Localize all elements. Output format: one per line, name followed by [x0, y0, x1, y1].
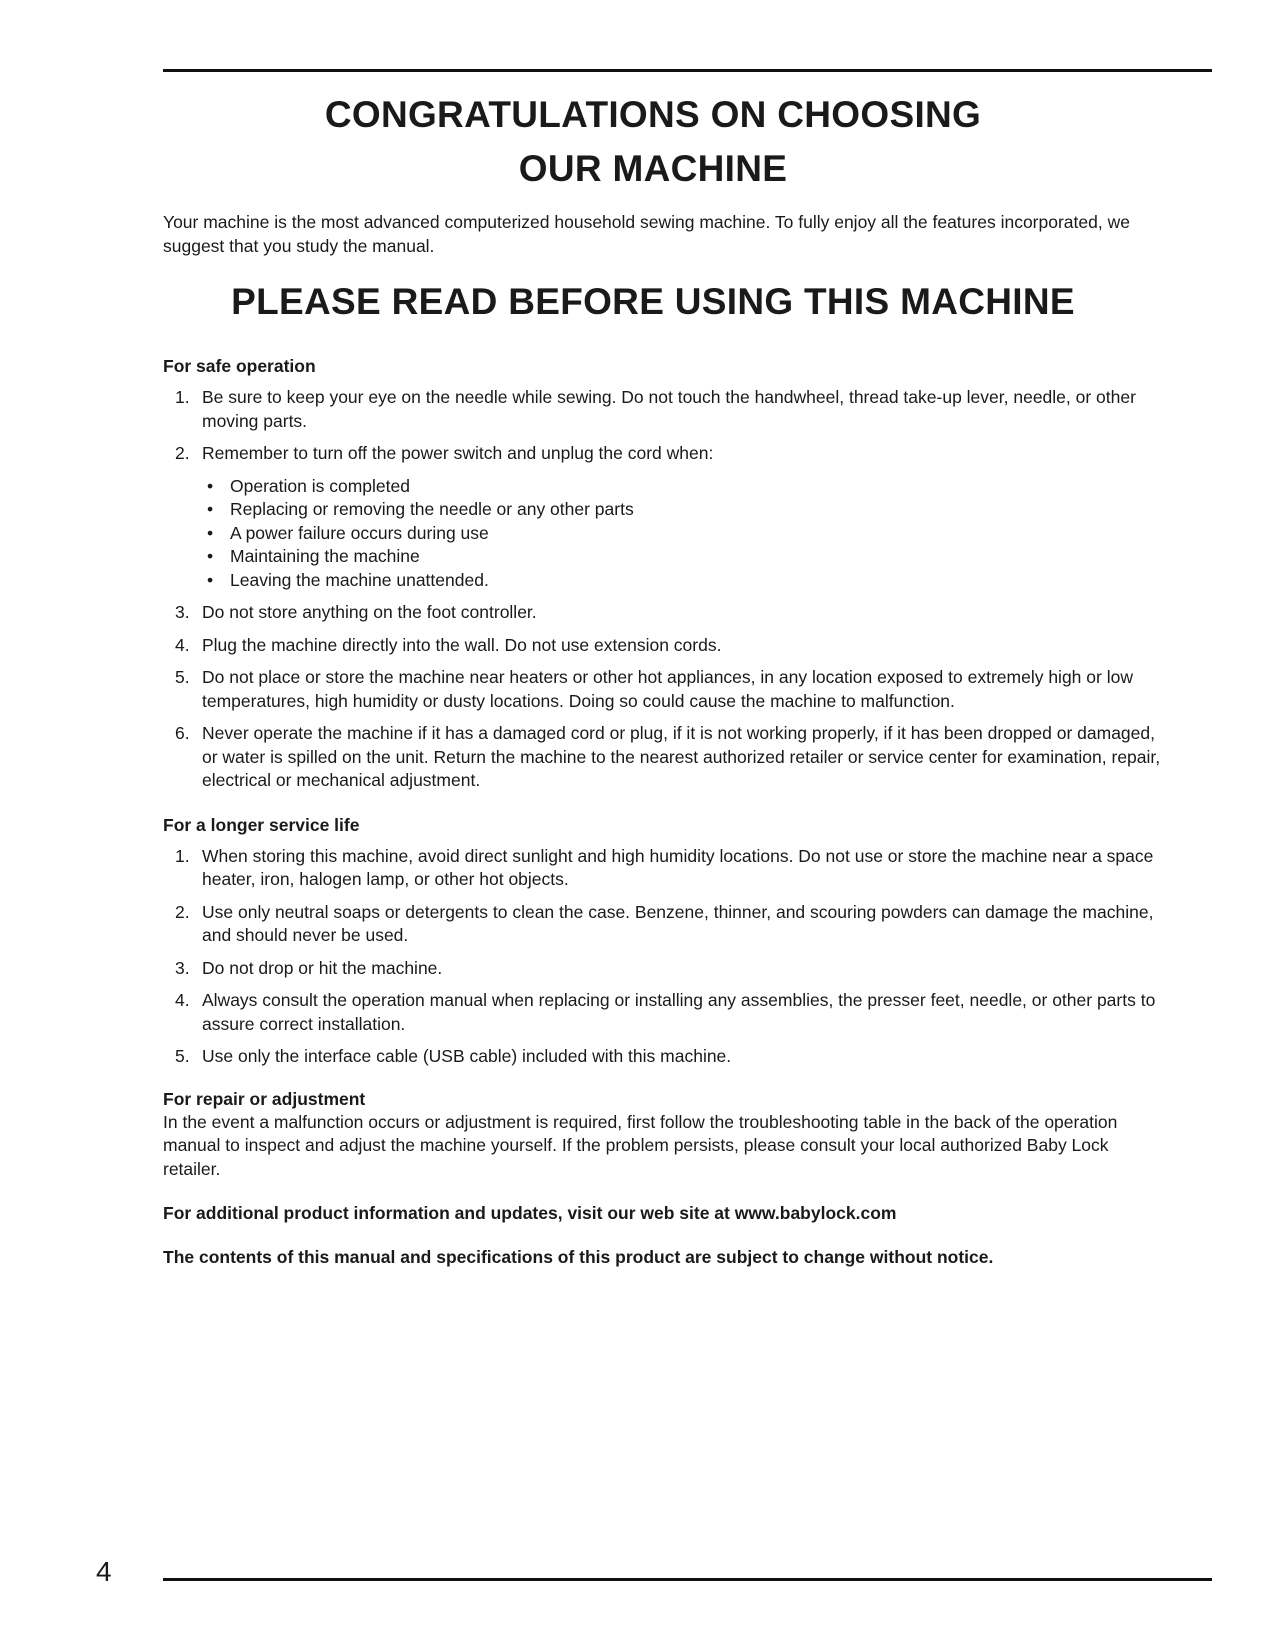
list-item	[163, 957, 1163, 981]
item-number: 4.	[175, 634, 190, 655]
list-item	[163, 601, 1163, 625]
unplug-conditions-list	[202, 475, 1163, 593]
safe-operation-list	[163, 386, 1163, 793]
item-number: 5.	[175, 1046, 190, 1066]
list-item	[163, 1045, 1163, 1069]
website-note: For additional product information and updates, visit our web site at www.babylock.com	[163, 1203, 897, 1223]
item-text: Plug the machine directly into the wall. Do not use extension cords.	[202, 634, 722, 655]
service-life-list	[163, 845, 1163, 1069]
item-text: Use only the interface cable (USB cable) included with this machine.	[202, 1046, 732, 1066]
item-number: 3.	[175, 602, 190, 622]
repair-heading: For repair or adjustment	[163, 1088, 366, 1109]
service-life-heading: For a longer service life	[163, 814, 360, 835]
item-text: Do not place or store the machine near heaters or other hot appliances, in any location exposed to extremely high or low temperatures, high humidity or dusty locations. Doing so could cause the machine to malfunction.	[202, 667, 1133, 711]
please-read-title: PLEASE READ BEFORE USING THIS MACHINE	[231, 281, 1075, 322]
list-item	[163, 634, 1163, 658]
repair-paragraph: In the event a malfunction occurs or adjustment is required, first follow the troubleshooting table in the back of the operation manual to inspect and adjust the machine yourself. If the problem persists, please consult your local authorized Baby Lock retailer.	[163, 1111, 1118, 1179]
item-number: 6.	[175, 723, 190, 743]
item-text: Always consult the operation manual when replacing or installing any assemblies, the presser feet, needle, or other parts to assure correct installation.	[202, 990, 1156, 1034]
page-content	[163, 88, 1163, 1269]
item-number: 1.	[175, 845, 190, 866]
page-number: 4	[96, 1556, 112, 1587]
bottom-rule	[163, 1578, 1212, 1581]
top-rule	[163, 69, 1212, 72]
intro-paragraph: Your machine is the most advanced computerized household sewing machine. To fully enjoy all the features incorporated, we suggest that you study the manual.	[163, 212, 1130, 256]
title-line-2: OUR MACHINE	[518, 148, 788, 189]
list-item	[163, 442, 1163, 592]
item-number: 4.	[175, 990, 190, 1010]
congratulations-title	[163, 88, 1143, 196]
item-text: Be sure to keep your eye on the needle while sewing. Do not touch the handwheel, thread take-up lever, needle, or other moving parts.	[202, 387, 1136, 431]
safe-operation-heading: For safe operation	[163, 356, 316, 376]
item-number: 3.	[175, 957, 190, 978]
item-text: Use only neutral soaps or detergents to clean the case. Benzene, thinner, and scouring powders can damage the machine, and should never be used.	[202, 901, 1154, 945]
bullet-item: • Operation is completed	[202, 475, 1163, 499]
list-item	[163, 989, 1163, 1036]
list-item	[163, 722, 1163, 793]
item-number: 1.	[175, 387, 190, 407]
bullet-item: • Maintaining the machine	[202, 545, 1163, 569]
bullet-item: • Replacing or removing the needle or any other parts	[202, 498, 1163, 522]
title-line-1: CONGRATULATIONS ON CHOOSING	[324, 94, 982, 135]
list-item	[163, 901, 1163, 948]
item-text: Do not store anything on the foot controller.	[202, 602, 537, 622]
item-text: Do not drop or hit the machine.	[202, 957, 443, 978]
item-number: 2.	[175, 443, 190, 463]
list-item	[163, 666, 1163, 713]
item-text: Never operate the machine if it has a damaged cord or plug, if it is not working properly, if it has been dropped or damaged, or water is spilled on the unit. Return the machine to the nearest authorized retailer or service center for examination, repair, electrical or mechanical adjustment.	[202, 723, 1161, 790]
bullet-item: • Leaving the machine unattended.	[202, 569, 1163, 593]
item-number: 5.	[175, 667, 190, 687]
item-text: When storing this machine, avoid direct sunlight and high humidity locations. Do not use or store the machine near a space heater, iron, halogen lamp, or other hot objects.	[202, 845, 1154, 889]
change-notice: The contents of this manual and specifications of this product are subject to change without notice.	[163, 1247, 994, 1267]
list-item	[163, 386, 1163, 433]
list-item	[163, 845, 1163, 892]
item-number: 2.	[175, 901, 190, 922]
item-text: Remember to turn off the power switch and unplug the cord when:	[202, 443, 714, 463]
bullet-item: • A power failure occurs during use	[202, 522, 1163, 546]
